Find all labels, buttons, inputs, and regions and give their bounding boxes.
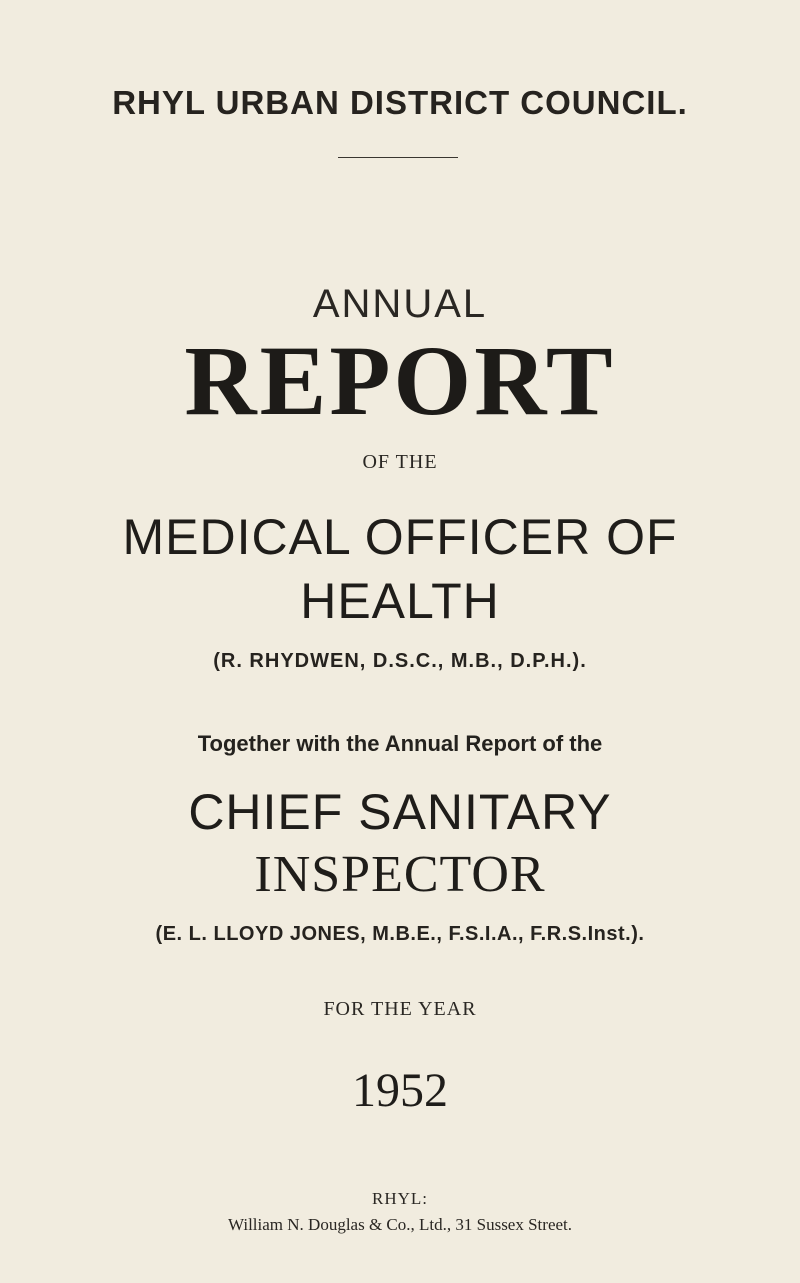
council-heading: RHYL URBAN DISTRICT COUNCIL.	[112, 84, 688, 121]
together-line: Together with the Annual Report of the	[197, 731, 603, 756]
for-the-year-label: FOR THE YEAR	[323, 998, 477, 1020]
of-the-label: OF THE	[362, 451, 438, 473]
imprint-place: RHYL:	[372, 1189, 428, 1208]
report-year: 1952	[352, 1064, 448, 1117]
csi-title-line2: INSPECTOR	[254, 846, 546, 903]
imprint-printer: William N. Douglas & Co., Ltd., 31 Sussex Street.	[227, 1215, 573, 1234]
moh-qualifications: (R. RHYDWEN, D.S.C., M.B., D.P.H.).	[213, 650, 587, 672]
csi-qualifications: (E. L. LLOYD JONES, M.B.E., F.S.I.A., F.R.S.Inst.).	[155, 923, 645, 945]
moh-title-line2: HEALTH	[300, 573, 500, 629]
annual-label: ANNUAL	[312, 282, 488, 326]
moh-title-line1: MEDICAL OFFICER OF	[122, 509, 678, 565]
report-title: REPORT	[184, 325, 616, 436]
csi-title-line1: CHIEF SANITARY	[188, 784, 612, 840]
divider-rule	[338, 157, 458, 158]
